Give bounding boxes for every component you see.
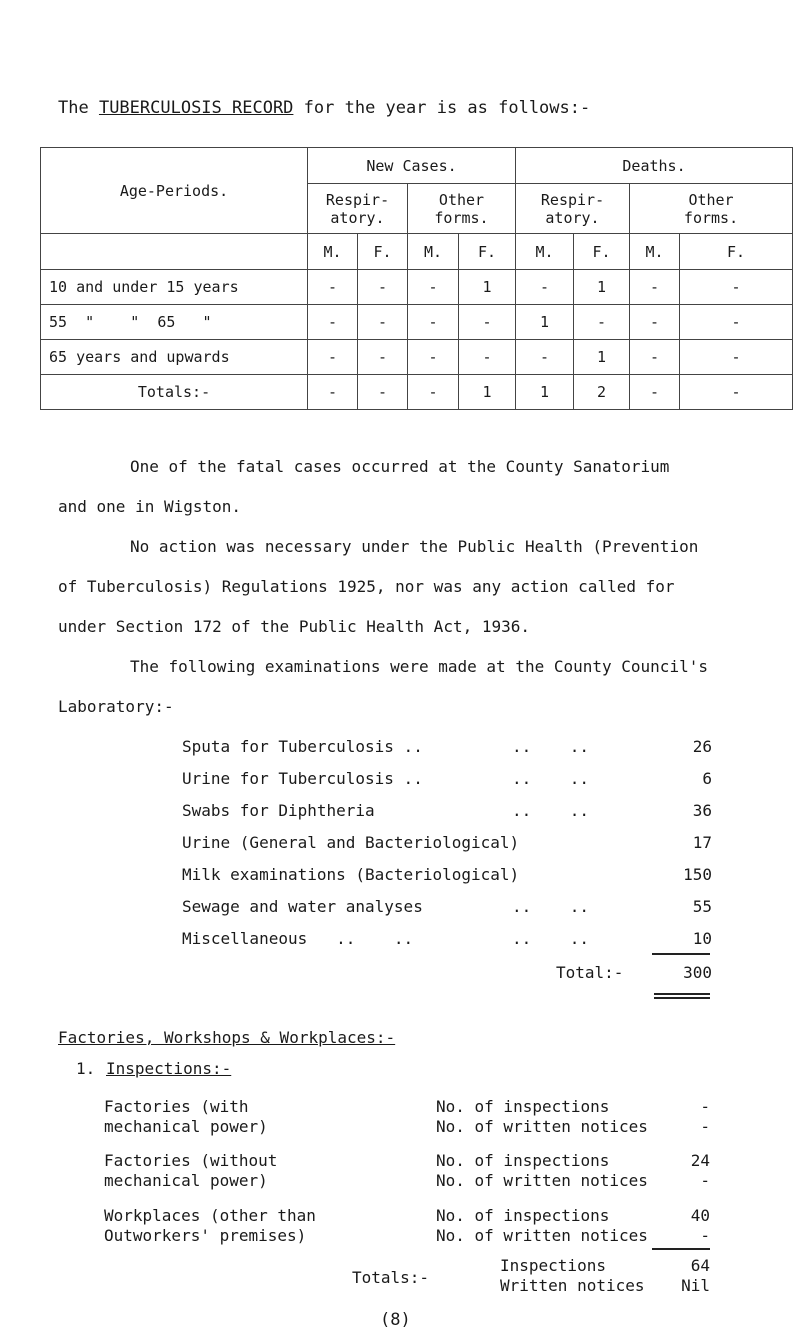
group-label: Factories (without	[104, 1151, 278, 1170]
table-cell: -	[630, 270, 680, 305]
row-label: 55 " " 65 "	[41, 305, 308, 340]
totals-value: 64	[690, 1256, 710, 1275]
item-leader: .. ..	[512, 801, 590, 820]
item-value: 17	[692, 833, 712, 852]
table-cell: -	[308, 340, 358, 375]
table-cell: 2	[574, 375, 630, 410]
row-label: 65 years and upwards	[41, 340, 308, 375]
group-value: -	[700, 1097, 710, 1116]
subtotal-rule	[652, 953, 710, 955]
table-cell: -	[680, 375, 793, 410]
item-leader: .. ..	[512, 737, 590, 756]
table-cell: -	[308, 305, 358, 340]
subsection-number: 1.	[76, 1059, 96, 1078]
table-cell: -	[408, 340, 459, 375]
group-label: mechanical power)	[104, 1171, 268, 1190]
item-name: Milk examinations (Bacteriological)	[182, 865, 520, 884]
table-cell: -	[516, 270, 574, 305]
page-heading: The TUBERCULOSIS RECORD for the year is as follows:-	[58, 98, 591, 118]
deaths-respiratory-header: Respir- atory.	[516, 184, 630, 234]
tuberculosis-table	[40, 147, 793, 410]
item-name: Urine for Tuberculosis ..	[182, 769, 423, 788]
item-leader: .. ..	[512, 929, 590, 948]
paragraph-line: No action was necessary under the Public Health (Prevention	[130, 537, 699, 556]
list-item	[182, 737, 712, 761]
totals-row	[41, 375, 793, 410]
inspections-heading: Inspections:-	[106, 1059, 232, 1078]
table-cell: -	[358, 375, 408, 410]
table-cell: -	[408, 305, 459, 340]
table-row	[41, 270, 793, 305]
table-cell: -	[408, 375, 459, 410]
table-cell: -	[308, 270, 358, 305]
totals-line: Written notices	[500, 1276, 645, 1295]
group-line: No. of written notices	[436, 1226, 648, 1245]
sex-header: F.	[358, 234, 408, 270]
table-cell: -	[630, 340, 680, 375]
row-label: 10 and under 15 years	[41, 270, 308, 305]
group-line: No. of inspections	[436, 1097, 610, 1116]
table-cell: 1	[516, 305, 574, 340]
group-line: No. of inspections	[436, 1151, 610, 1170]
age-periods-header: Age-Periods.	[41, 148, 308, 234]
new-cases-header: New Cases.	[308, 148, 516, 184]
table-cell: 1	[459, 270, 516, 305]
table-cell: 1	[574, 270, 630, 305]
sex-header: F.	[459, 234, 516, 270]
deaths-other-forms-header: Other forms.	[630, 184, 793, 234]
item-value: 10	[692, 929, 712, 948]
table-cell: -	[358, 340, 408, 375]
double-rule-top	[654, 993, 710, 995]
item-value: 26	[692, 737, 712, 756]
table-cell: -	[574, 305, 630, 340]
paragraph-line: Laboratory:-	[58, 697, 174, 716]
factories-heading: Factories, Workshops & Workplaces:-	[58, 1028, 396, 1047]
sex-header: F.	[680, 234, 793, 270]
deaths-header: Deaths.	[516, 148, 793, 184]
group-line: No. of written notices	[436, 1117, 648, 1136]
item-value: 6	[702, 769, 712, 788]
group-label: Outworkers' premises)	[104, 1226, 307, 1245]
sex-header: M.	[630, 234, 680, 270]
list-item	[182, 769, 712, 793]
list-item	[182, 833, 712, 857]
group-line: No. of written notices	[436, 1171, 648, 1190]
table-cell: 1	[459, 375, 516, 410]
list-item	[182, 801, 712, 825]
table-cell: -	[516, 340, 574, 375]
item-name: Miscellaneous .. ..	[182, 929, 414, 948]
paragraph-line: and one in Wigston.	[58, 497, 242, 516]
page-number: (8)	[380, 1310, 411, 1330]
group-label: Factories (with	[104, 1097, 249, 1116]
sex-header-row	[41, 234, 793, 270]
group-label: Workplaces (other than	[104, 1206, 316, 1225]
table-cell: 1	[516, 375, 574, 410]
table-cell: -	[459, 305, 516, 340]
paragraph-line: of Tuberculosis) Regulations 1925, nor was any action called for	[58, 577, 675, 596]
group-label: mechanical power)	[104, 1117, 268, 1136]
table-cell: -	[630, 375, 680, 410]
table-cell: 1	[574, 340, 630, 375]
table-cell: -	[630, 305, 680, 340]
table-row	[41, 340, 793, 375]
sex-header: M.	[308, 234, 358, 270]
new-respiratory-header: Respir- atory.	[308, 184, 408, 234]
table-cell: -	[358, 305, 408, 340]
totals-line: Inspections	[500, 1256, 606, 1275]
lab-total-value: 300	[683, 963, 712, 982]
row-label: Totals:-	[41, 375, 308, 410]
group-value: -	[700, 1171, 710, 1190]
item-leader: .. ..	[512, 769, 590, 788]
item-name: Swabs for Diphtheria	[182, 801, 375, 820]
table-cell: -	[308, 375, 358, 410]
double-rule-bottom	[654, 997, 710, 999]
item-value: 36	[692, 801, 712, 820]
item-name: Urine (General and Bacteriological)	[182, 833, 520, 852]
paragraph-line: The following examinations were made at the County Council's	[130, 657, 708, 676]
table-row	[41, 305, 793, 340]
paragraph-line: under Section 172 of the Public Health Act, 1936.	[58, 617, 531, 636]
totals-value: Nil	[681, 1276, 710, 1295]
totals-rule	[652, 1248, 710, 1250]
table-cell: -	[680, 270, 793, 305]
group-line: No. of inspections	[436, 1206, 610, 1225]
item-name: Sputa for Tuberculosis ..	[182, 737, 423, 756]
item-value: 55	[692, 897, 712, 916]
item-leader: .. ..	[512, 897, 590, 916]
group-value: 24	[690, 1151, 710, 1170]
list-item	[182, 865, 712, 889]
new-other-forms-header: Other forms.	[408, 184, 516, 234]
group-value: 40	[690, 1206, 710, 1225]
totals-label: Totals:-	[352, 1268, 430, 1287]
paragraph-line: One of the fatal cases occurred at the County Sanatorium	[130, 457, 670, 476]
sex-header: M.	[516, 234, 574, 270]
sex-header: F.	[574, 234, 630, 270]
list-item	[182, 897, 712, 921]
item-value: 150	[683, 865, 712, 884]
table-cell: -	[680, 340, 793, 375]
heading-emphasis: TUBERCULOSIS RECORD	[98, 98, 294, 118]
group-value: -	[700, 1117, 710, 1136]
sex-header: M.	[408, 234, 459, 270]
group-value: -	[700, 1226, 710, 1245]
list-item	[182, 929, 712, 953]
table-cell: -	[408, 270, 459, 305]
table-cell: -	[680, 305, 793, 340]
table-cell: -	[459, 340, 516, 375]
lab-total-label: Total:-	[556, 963, 624, 982]
table-cell: -	[358, 270, 408, 305]
item-name: Sewage and water analyses	[182, 897, 423, 916]
